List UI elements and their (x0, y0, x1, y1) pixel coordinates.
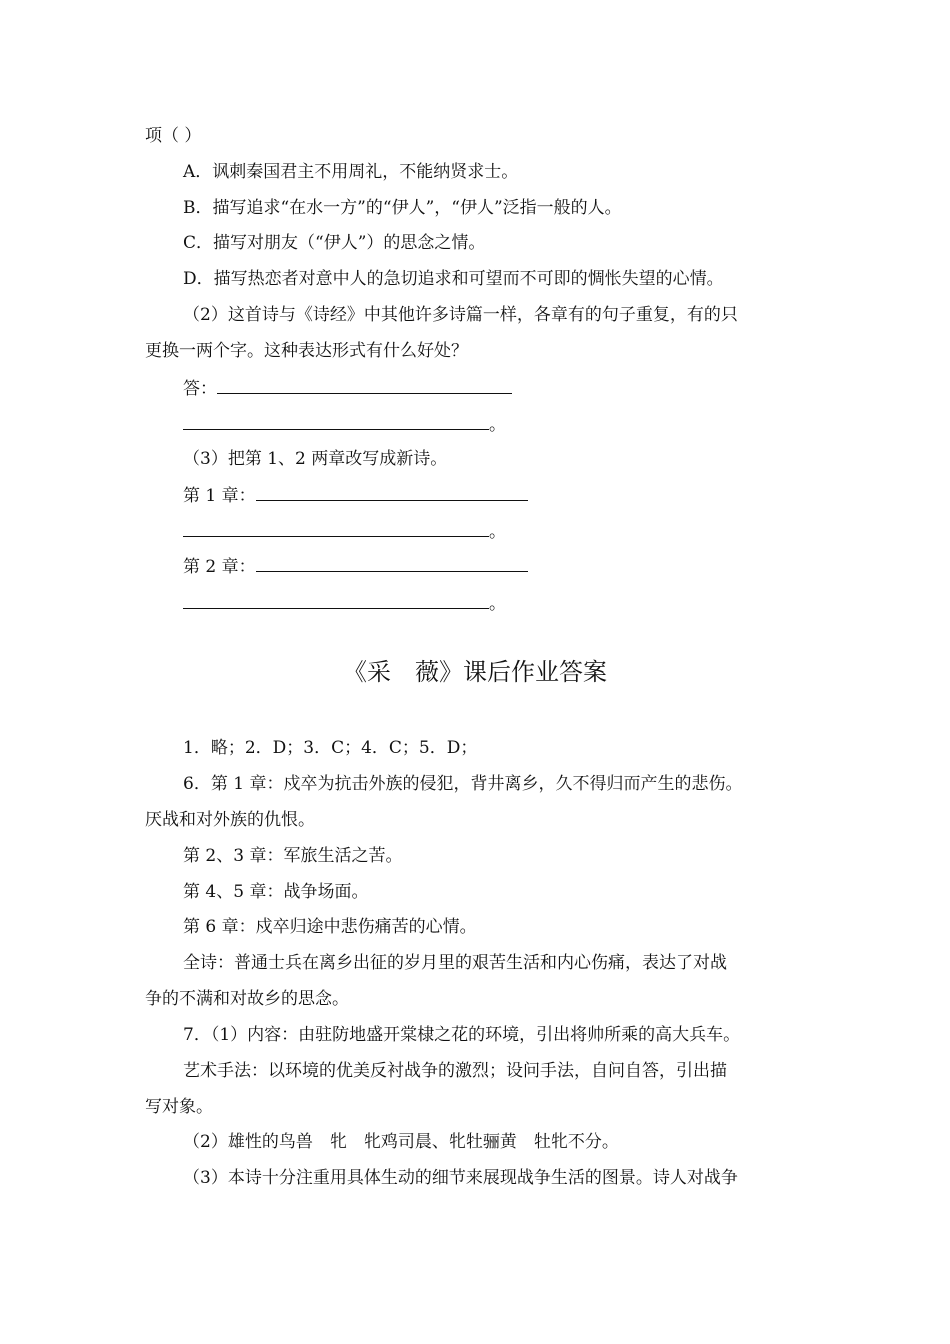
chapter1-blank-1[interactable] (256, 482, 528, 501)
period-mark: 。 (489, 415, 506, 435)
option-d: D．描写热恋者对意中人的急切追求和可望而不可即的惆怅失望的心情。 (183, 269, 724, 289)
chapter1-blank-2[interactable] (183, 518, 489, 537)
answer-line-2 (183, 411, 506, 437)
answer-line: 第 6 章：戍卒归途中悲伤痛苦的心情。 (183, 917, 477, 937)
option-b: B．描写追求“在水一方”的“伊人”，“伊人”泛指一般的人。 (183, 198, 622, 218)
answer-line: 1．略；2．D；3．C；4．C；5．D； (183, 738, 478, 758)
answer-line: 第 2、3 章：军旅生活之苦。 (183, 846, 403, 866)
answer-line: 全诗：普通士兵在离乡出征的岁月里的艰苦生活和内心伤痛，表达了对战 (183, 953, 727, 973)
answer-line: 7．（1）内容：由驻防地盛开棠棣之花的环境，引出将帅所乘的高大兵车。 (183, 1025, 741, 1045)
option-a: A．讽刺秦国君主不用周礼，不能纳贤求士。 (183, 162, 519, 182)
answer-line: 争的不满和对故乡的思念。 (145, 989, 349, 1009)
answer-line-1 (183, 375, 512, 401)
answer-line: 6．第 1 章：戍卒为抗击外族的侵犯，背井离乡，久不得归而产生的悲伤。 (183, 774, 743, 794)
period-mark: 。 (489, 522, 506, 542)
question-2-line1: （2）这首诗与《诗经》中其他许多诗篇一样，各章有的句子重复，有的只 (183, 305, 738, 325)
answer-line: 写对象。 (145, 1097, 213, 1117)
chapter1-label: 第 1 章： (183, 486, 256, 506)
answer-line: 第 4、5 章：战争场面。 (183, 882, 369, 902)
answer-blank-1[interactable] (217, 375, 512, 394)
answers-title: 《采 薇》课后作业答案 (343, 658, 607, 686)
question-stem-tail: 项（ ） (145, 126, 202, 146)
answer-line: 厌战和对外族的仇恨。 (145, 810, 315, 830)
answer-line: （2）雄性的鸟兽 牝 牝鸡司晨、牝牡骊黄 牡牝不分。 (183, 1132, 619, 1152)
answer-blank-2[interactable] (183, 411, 489, 430)
option-c: C．描写对朋友（“伊人”）的思念之情。 (183, 233, 486, 253)
chapter2-line-2 (183, 590, 506, 616)
answer-label: 答： (183, 379, 217, 399)
chapter2-blank-1[interactable] (256, 553, 528, 572)
answer-line: 艺术手法：以环境的优美反衬战争的激烈；设问手法，自问自答，引出描 (183, 1061, 727, 1081)
answer-line: （3）本诗十分注重用具体生动的细节来展现战争生活的图景。诗人对战争 (183, 1168, 738, 1188)
chapter2-label: 第 2 章： (183, 557, 256, 577)
chapter1-line-2 (183, 518, 506, 544)
question-2-line2: 更换一两个字。这种表达形式有什么好处？ (145, 341, 468, 361)
chapter2-blank-2[interactable] (183, 590, 489, 609)
period-mark: 。 (489, 594, 506, 614)
chapter1-line-1 (183, 482, 528, 508)
chapter2-line-1 (183, 553, 528, 579)
question-3: （3）把第 1、2 两章改写成新诗。 (183, 449, 448, 469)
